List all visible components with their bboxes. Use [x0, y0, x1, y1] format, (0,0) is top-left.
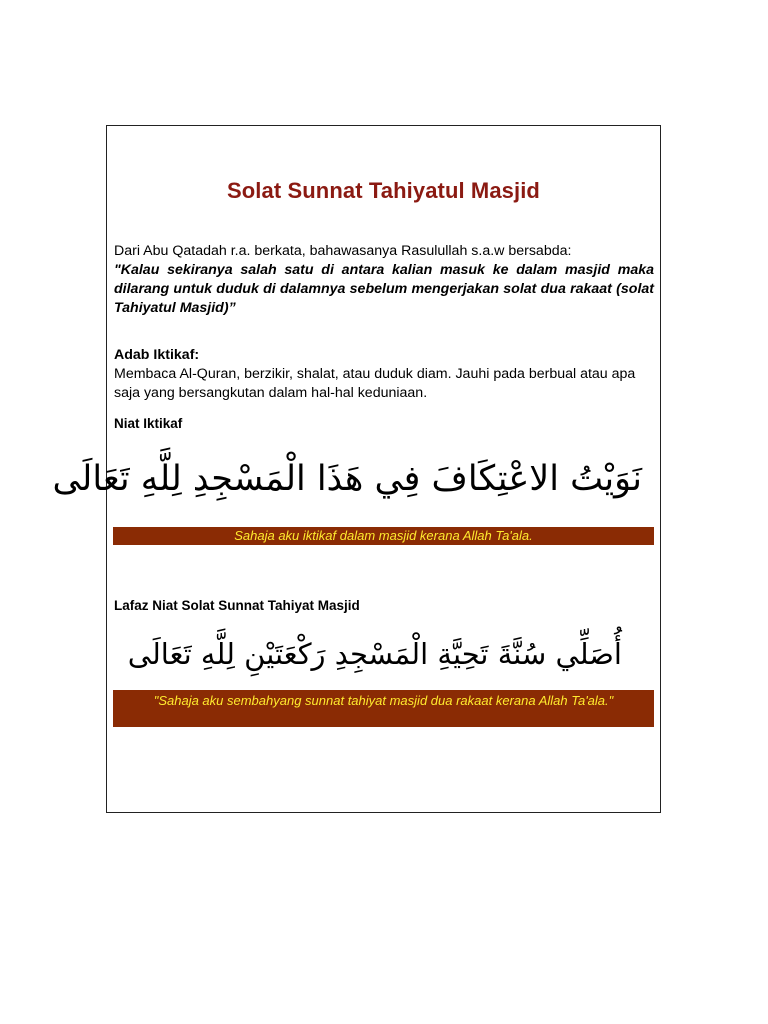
- lafaz-niat-arabic: أُصَلِّي سُنَّةَ تَحِيَّةِ الْمَسْجِدِ رَكْعَتَيْنِ لِلَّهِ تَعَالَى: [127, 637, 622, 671]
- adab-body: Membaca Al-Quran, berzikir, shalat, atau duduk diam. Jauhi pada berbual atau apa saja yang bersangkutan dalam hal-hal keduniaan.: [114, 366, 636, 401]
- narration-text: Dari Abu Qatadah r.a. berkata, bahawasanya Rasulullah s.a.w bersabda:: [114, 243, 572, 259]
- niat-iktikaf-translation: Sahaja aku iktikaf dalam masjid kerana Allah Ta'ala.: [113, 527, 654, 545]
- content-frame: [52, 125, 661, 813]
- niat-iktikaf-heading: Niat Iktikaf: [114, 416, 183, 431]
- lafaz-niat-heading: Lafaz Niat Solat Sunnat Tahiyat Masjid: [114, 598, 360, 613]
- hadith-quote: "Kalau sekiranya salah satu di antara kalian masuk ke dalam masjid maka dilarang untuk duduk di dalamnya sebelum mengerjakan solat dua rakaat (solat Tahiyatul Masjid)”: [114, 262, 654, 316]
- adab-heading: Adab Iktikaf:: [114, 347, 200, 363]
- lafaz-niat-translation: "Sahaja aku sembahyang sunnat tahiyat masjid dua rakaat kerana Allah Ta'ala.": [113, 690, 654, 727]
- page-title: Solat Sunnat Tahiyatul Masjid: [227, 178, 540, 203]
- niat-iktikaf-arabic: نَوَيْتُ الاعْتِكَافَ فِي هَذَا الْمَسْجِدِ لِلَّهِ تَعَالَى: [52, 459, 642, 499]
- adab-section: [114, 346, 654, 403]
- intro-section: [114, 242, 654, 318]
